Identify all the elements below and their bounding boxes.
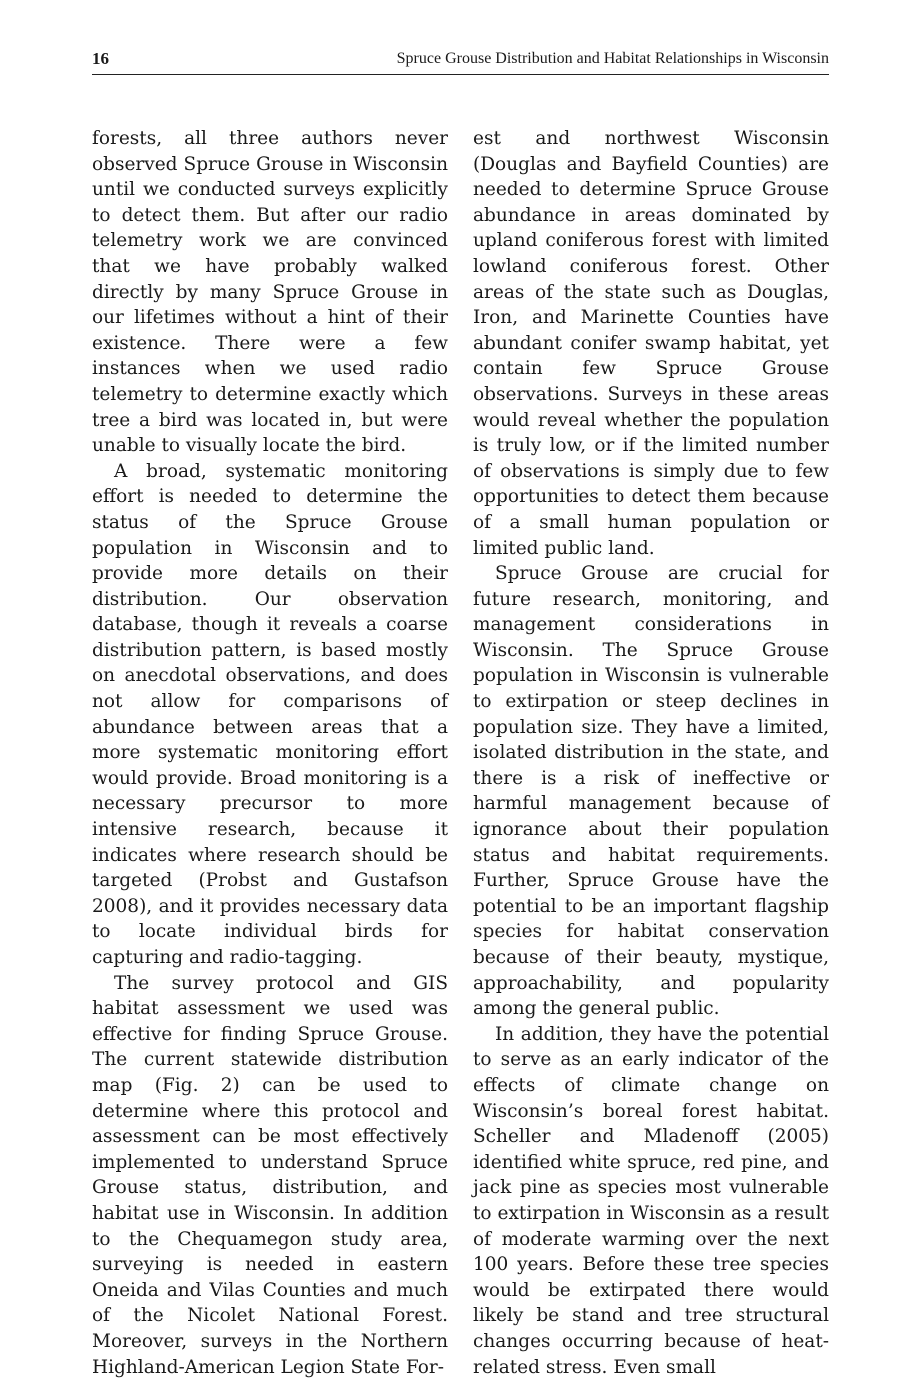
page-number: 16 [92, 49, 109, 68]
paragraph: A broad, systematic monitoring effort is needed to determine the status of the Spruce Grouse population in Wisconsin and to provide more details on their distribution. Our observation database, though it reveals a coarse distribution pattern, is based mostly on anecdotal observations, and does not allow for comparisons of abundance between areas that a more systematic monitoring effort would provide. Broad monitoring is a necessary precursor to more intensive research, because it indicates where research should be targeted (Probst and Gustafson 2008), and it provides necessary data to locate individual birds for capturing and radio-tagging. [92, 460, 448, 968]
running-title: Spruce Grouse Distribution and Habitat Relationships in Wisconsin [396, 50, 829, 67]
paragraph: forests, all three authors never observed Spruce Grouse in Wisconsin until we conducted surveys explicitly to detect them. But after our radio telemetry work we are convinced that we have probably walked directly by many Spruce Grouse in our lifetimes without a hint of their existence. There were a few instances when we used radio telemetry to determine exactly which tree a bird was located in, but were unable to visually locate the bird. [92, 128, 448, 457]
paragraph: Spruce Grouse are crucial for future research, monitoring, and management considerations in Wisconsin. The Spruce Grouse population in Wisconsin is vulnerable to extirpation or steep declines in population size. They have a limited, isolated distribution in the state, and there is a risk of ineffective or harmful management because of ignorance about their population status and habitat requirements. Further, Spruce Grouse have the potential to be an important flagship species for habitat conservation because of their beauty, mystique, approachability, and popularity among the general public. [473, 563, 829, 1020]
left-column [92, 126, 448, 1380]
running-header [92, 48, 829, 75]
paragraph: est and northwest Wisconsin (Douglas and Bayfield Counties) are needed to determine Spruce Grouse abundance in areas dominated by upland coniferous forest with limited lowland coniferous forest. Other areas of the state such as Douglas, Iron, and Marinette Counties have abundant conifer swamp habitat, yet contain few Spruce Grouse observations. Surveys in these areas would reveal whether the population is truly low, or if the limited number of observations is simply due to few opportunities to detect them because of a small human population or limited public land. [473, 128, 829, 559]
paragraph: In addition, they have the potential to serve as an early indicator of the effects of climate change on Wisconsin’s boreal forest habitat. Scheller and Mladenoff (2005) identified white spruce, red pine, and jack pine as species most vulnerable to extirpation in Wisconsin as a result of moderate warming over the next 100 years. Before these tree species would be extirpated there would likely be stand and tree structural changes occurring because of heat-related stress. Even small [473, 1023, 829, 1378]
right-column [473, 126, 829, 1380]
paragraph: The survey protocol and GIS habitat assessment we used was effective for finding Spruce Grouse. The current statewide distribution map (Fig. 2) can be used to determine where this protocol and assessment can be most effectively implemented to understand Spruce Grouse status, distribution, and habitat use in Wisconsin. In addition to the Chequamegon study area, surveying is needed in eastern Oneida and Vilas Counties and much of the Nicolet National Forest. Moreover, surveys in the Northern Highland-American Legion State For- [92, 972, 448, 1378]
